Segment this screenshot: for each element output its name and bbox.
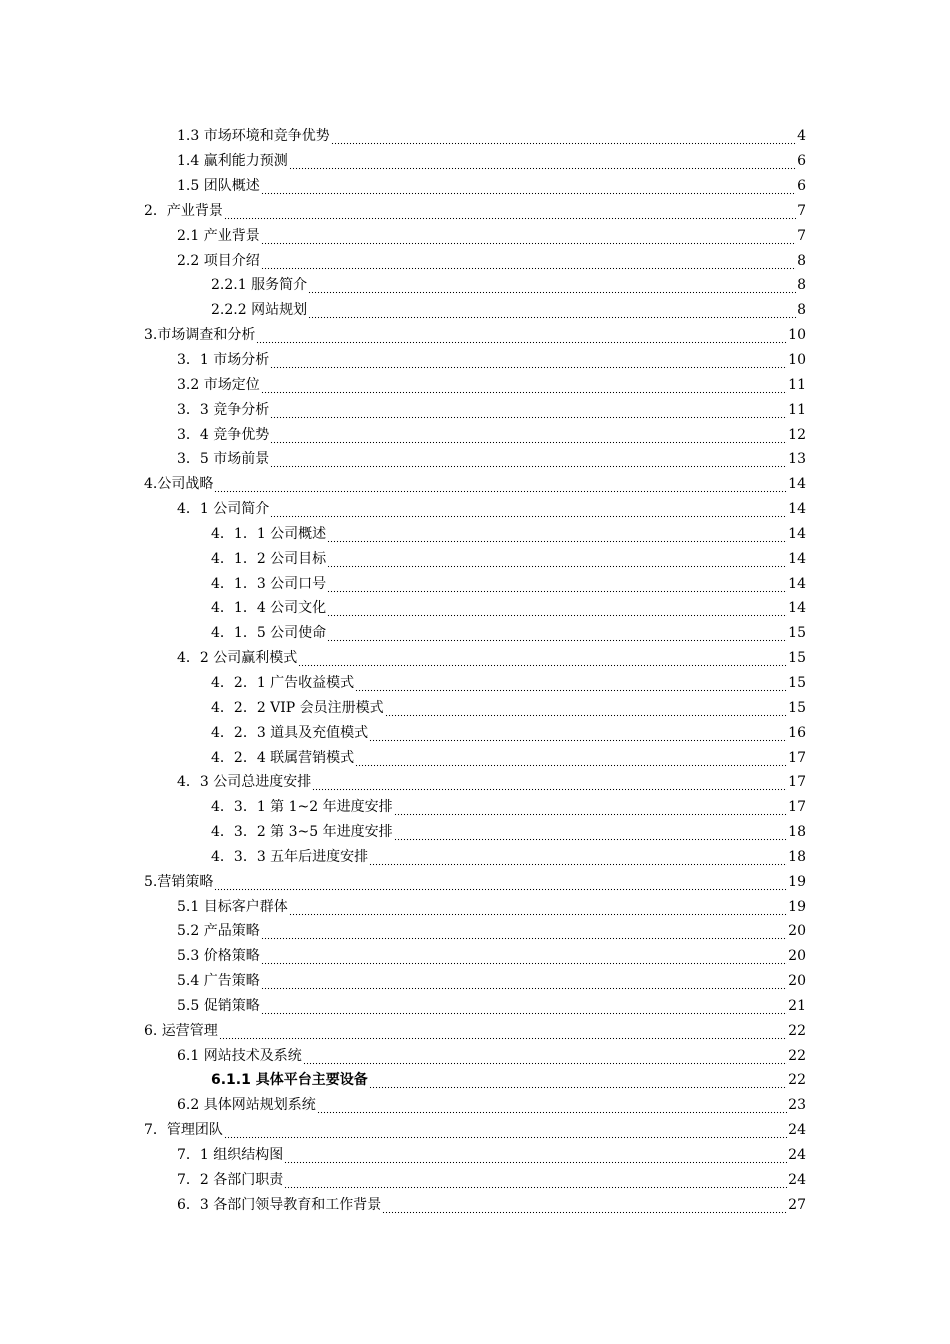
toc-entry[interactable] [0, 447, 950, 472]
toc-dot-leader [219, 1026, 787, 1040]
toc-dot-leader [317, 1100, 787, 1114]
toc-dot-leader [224, 1125, 787, 1139]
toc-dot-leader [312, 777, 787, 791]
toc-entry-page-number: 19 [788, 873, 806, 890]
toc-entry-title: 2.2 项目介绍 [177, 252, 260, 269]
toc-dot-leader [303, 1051, 787, 1065]
toc-entry-page-number: 24 [788, 1171, 806, 1188]
toc-entry-title: 4．2．4 联属营销模式 [211, 749, 355, 766]
toc-dot-leader [289, 156, 796, 170]
toc-entry-page-number: 14 [788, 600, 806, 617]
toc-entry[interactable] [0, 149, 950, 174]
toc-dot-leader [261, 256, 796, 270]
toc-dot-leader [382, 1200, 787, 1214]
toc-dot-leader [308, 305, 796, 319]
toc-dot-leader [327, 603, 787, 617]
toc-dot-leader [327, 529, 787, 543]
toc-entry-title: 6.1.1 具体平台主要设备 [211, 1072, 368, 1089]
toc-entry-page-number: 14 [788, 550, 806, 567]
toc-entry-title: 4.公司战略 [144, 476, 214, 493]
toc-dot-leader [270, 454, 787, 468]
toc-entry-title: 4．3 公司总进度安排 [177, 774, 312, 791]
toc-entry-title: 6. 运营管理 [144, 1022, 218, 1039]
toc-entry[interactable] [0, 372, 950, 397]
toc-dot-leader [284, 1175, 787, 1189]
toc-entry-title: 7．1 组织结构图 [177, 1147, 284, 1164]
toc-dot-leader [214, 877, 787, 891]
toc-entry-title: 7．2 各部门职责 [177, 1171, 284, 1188]
toc-entry-page-number: 20 [788, 923, 806, 940]
toc-dot-leader [270, 504, 787, 518]
toc-dot-leader [369, 728, 787, 742]
toc-entry[interactable] [0, 546, 950, 571]
toc-entry-page-number: 6 [797, 178, 806, 195]
toc-entry[interactable] [0, 1167, 950, 1192]
toc-entry-page-number: 15 [788, 625, 806, 642]
toc-entry-page-number: 7 [797, 202, 806, 219]
toc-entry-title: 4．1．3 公司口号 [211, 575, 327, 592]
toc-entry-page-number: 22 [788, 1072, 806, 1089]
toc-dot-leader [261, 976, 787, 990]
toc-dot-leader [355, 753, 787, 767]
toc-dot-leader [289, 902, 787, 916]
toc-entry-title: 4．2．1 广告收益模式 [211, 674, 355, 691]
toc-entry-title: 3．1 市场分析 [177, 352, 270, 369]
toc-entry[interactable] [0, 422, 950, 447]
toc-entry[interactable] [0, 199, 950, 224]
toc-entry[interactable] [0, 596, 950, 621]
toc-entry-title: 4．3．1 第 1~2 年进度安排 [211, 799, 393, 816]
toc-dot-leader [270, 430, 787, 444]
toc-dot-leader [270, 405, 787, 419]
toc-entry[interactable] [0, 646, 950, 671]
toc-entry-page-number: 4 [797, 128, 806, 145]
toc-dot-leader [331, 131, 796, 145]
toc-entry-page-number: 24 [788, 1147, 806, 1164]
toc-dot-leader [327, 579, 787, 593]
toc-entry-page-number: 15 [788, 699, 806, 716]
toc-entry[interactable] [0, 944, 950, 969]
toc-entry[interactable] [0, 298, 950, 323]
toc-entry[interactable] [0, 621, 950, 646]
toc-dot-leader [214, 479, 787, 493]
toc-entry[interactable] [0, 820, 950, 845]
toc-entry-page-number: 17 [788, 799, 806, 816]
toc-entry[interactable] [0, 323, 950, 348]
toc-entry-page-number: 6 [797, 153, 806, 170]
toc-dot-leader [327, 554, 787, 568]
toc-entry[interactable] [0, 348, 950, 373]
toc-entry-title: 4．1．2 公司目标 [211, 550, 327, 567]
toc-entry-title: 6.2 具体网站规划系统 [177, 1097, 316, 1114]
toc-entry[interactable] [0, 795, 950, 820]
toc-entry-page-number: 21 [788, 997, 806, 1014]
toc-entry[interactable] [0, 248, 950, 273]
toc-entry-title: 2．产业背景 [144, 202, 223, 219]
toc-entry[interactable] [0, 223, 950, 248]
toc-entry-title: 5.3 价格策略 [177, 948, 260, 965]
toc-entry[interactable] [0, 1068, 950, 1093]
toc-entry-title: 1.4 赢利能力预测 [177, 153, 288, 170]
toc-entry-page-number: 20 [788, 973, 806, 990]
toc-entry-page-number: 18 [788, 824, 806, 841]
toc-entry-page-number: 17 [788, 774, 806, 791]
toc-dot-leader [224, 206, 796, 220]
toc-entry-page-number: 8 [797, 302, 806, 319]
toc-entry-page-number: 22 [788, 1047, 806, 1064]
toc-entry-title: 6.1 网站技术及系统 [177, 1047, 302, 1064]
toc-entry[interactable] [0, 472, 950, 497]
table-of-contents [0, 124, 950, 1217]
toc-entry[interactable] [0, 745, 950, 770]
toc-entry-page-number: 7 [797, 227, 806, 244]
toc-dot-leader [261, 380, 787, 394]
toc-entry[interactable] [0, 124, 950, 149]
toc-entry-title: 4．1．1 公司概述 [211, 525, 327, 542]
toc-entry-title: 2.1 产业背景 [177, 227, 260, 244]
toc-dot-leader [261, 181, 796, 195]
toc-dot-leader [298, 653, 787, 667]
toc-entry-title: 4．2．2 VIP 会员注册模式 [211, 699, 384, 716]
toc-entry-page-number: 22 [788, 1022, 806, 1039]
toc-entry-title: 4．3．3 五年后进度安排 [211, 848, 369, 865]
toc-entry[interactable] [0, 695, 950, 720]
toc-dot-leader [261, 231, 796, 245]
toc-entry[interactable] [0, 571, 950, 596]
toc-entry[interactable] [0, 894, 950, 919]
toc-entry-page-number: 16 [788, 724, 806, 741]
toc-entry-title: 4．1 公司简介 [177, 501, 270, 518]
toc-entry-page-number: 24 [788, 1122, 806, 1139]
toc-entry-title: 4．2．3 道具及充值模式 [211, 724, 369, 741]
toc-entry[interactable] [0, 273, 950, 298]
toc-entry-page-number: 15 [788, 674, 806, 691]
toc-entry-page-number: 27 [788, 1196, 806, 1213]
toc-dot-leader [261, 951, 787, 965]
toc-entry[interactable] [0, 919, 950, 944]
toc-entry-title: 5.1 目标客户群体 [177, 898, 288, 915]
toc-entry-page-number: 11 [788, 376, 806, 393]
toc-entry-page-number: 23 [788, 1097, 806, 1114]
toc-entry-title: 5.5 促销策略 [177, 997, 260, 1014]
toc-dot-leader [369, 1075, 787, 1089]
toc-entry-page-number: 10 [788, 327, 806, 344]
toc-entry-title: 2.2.2 网站规划 [211, 302, 308, 319]
toc-entry-page-number: 17 [788, 749, 806, 766]
toc-entry[interactable] [0, 497, 950, 522]
toc-dot-leader [256, 330, 787, 344]
toc-entry-page-number: 20 [788, 948, 806, 965]
toc-entry-page-number: 13 [788, 451, 806, 468]
toc-entry-page-number: 14 [788, 476, 806, 493]
toc-entry[interactable] [0, 720, 950, 745]
toc-entry[interactable] [0, 522, 950, 547]
toc-entry-title: 3．3 竞争分析 [177, 401, 270, 418]
toc-entry-title: 5.4 广告策略 [177, 973, 260, 990]
toc-dot-leader [355, 678, 787, 692]
toc-entry-title: 5.2 产品策略 [177, 923, 260, 940]
toc-entry[interactable] [0, 397, 950, 422]
toc-dot-leader [284, 1150, 787, 1164]
toc-entry-title: 3．4 竞争优势 [177, 426, 270, 443]
toc-dot-leader [394, 827, 788, 841]
toc-entry[interactable] [0, 994, 950, 1019]
toc-entry[interactable] [0, 1192, 950, 1217]
toc-dot-leader [369, 852, 787, 866]
toc-dot-leader [261, 1001, 787, 1015]
toc-entry-title: 4．2 公司赢利模式 [177, 650, 298, 667]
toc-entry[interactable] [0, 1043, 950, 1068]
toc-entry-title: 4．1．5 公司使命 [211, 625, 327, 642]
toc-entry[interactable] [0, 969, 950, 994]
toc-entry[interactable] [0, 1118, 950, 1143]
toc-entry[interactable] [0, 869, 950, 894]
toc-entry-page-number: 15 [788, 650, 806, 667]
toc-dot-leader [394, 802, 788, 816]
toc-entry-page-number: 8 [797, 277, 806, 294]
toc-entry-page-number: 12 [788, 426, 806, 443]
toc-dot-leader [308, 280, 796, 294]
toc-entry[interactable] [0, 770, 950, 795]
toc-entry[interactable] [0, 174, 950, 199]
toc-dot-leader [327, 628, 787, 642]
toc-entry-page-number: 14 [788, 525, 806, 542]
toc-entry-title: 3．5 市场前景 [177, 451, 270, 468]
toc-entry[interactable] [0, 671, 950, 696]
toc-entry-page-number: 19 [788, 898, 806, 915]
toc-entry-page-number: 8 [797, 252, 806, 269]
toc-entry-title: 1.5 团队概述 [177, 178, 260, 195]
toc-entry-title: 7．管理团队 [144, 1122, 223, 1139]
toc-entry-title: 5.营销策略 [144, 873, 214, 890]
toc-entry-page-number: 14 [788, 501, 806, 518]
toc-entry[interactable] [0, 1018, 950, 1043]
toc-entry[interactable] [0, 1093, 950, 1118]
toc-dot-leader [270, 355, 787, 369]
toc-dot-leader [261, 926, 787, 940]
toc-entry-title: 3.2 市场定位 [177, 376, 260, 393]
toc-entry-title: 4．3．2 第 3~5 年进度安排 [211, 824, 393, 841]
toc-entry[interactable] [0, 1143, 950, 1168]
toc-entry-title: 2.2.1 服务简介 [211, 277, 308, 294]
toc-entry-title: 6．3 各部门领导教育和工作背景 [177, 1196, 382, 1213]
toc-entry[interactable] [0, 844, 950, 869]
toc-entry-page-number: 18 [788, 848, 806, 865]
toc-entry-page-number: 10 [788, 352, 806, 369]
toc-entry-title: 4．1．4 公司文化 [211, 600, 327, 617]
toc-dot-leader [385, 703, 787, 717]
toc-entry-page-number: 14 [788, 575, 806, 592]
toc-entry-title: 3.市场调查和分析 [144, 327, 256, 344]
toc-entry-page-number: 11 [788, 401, 806, 418]
toc-entry-title: 1.3 市场环境和竞争优势 [177, 128, 330, 145]
